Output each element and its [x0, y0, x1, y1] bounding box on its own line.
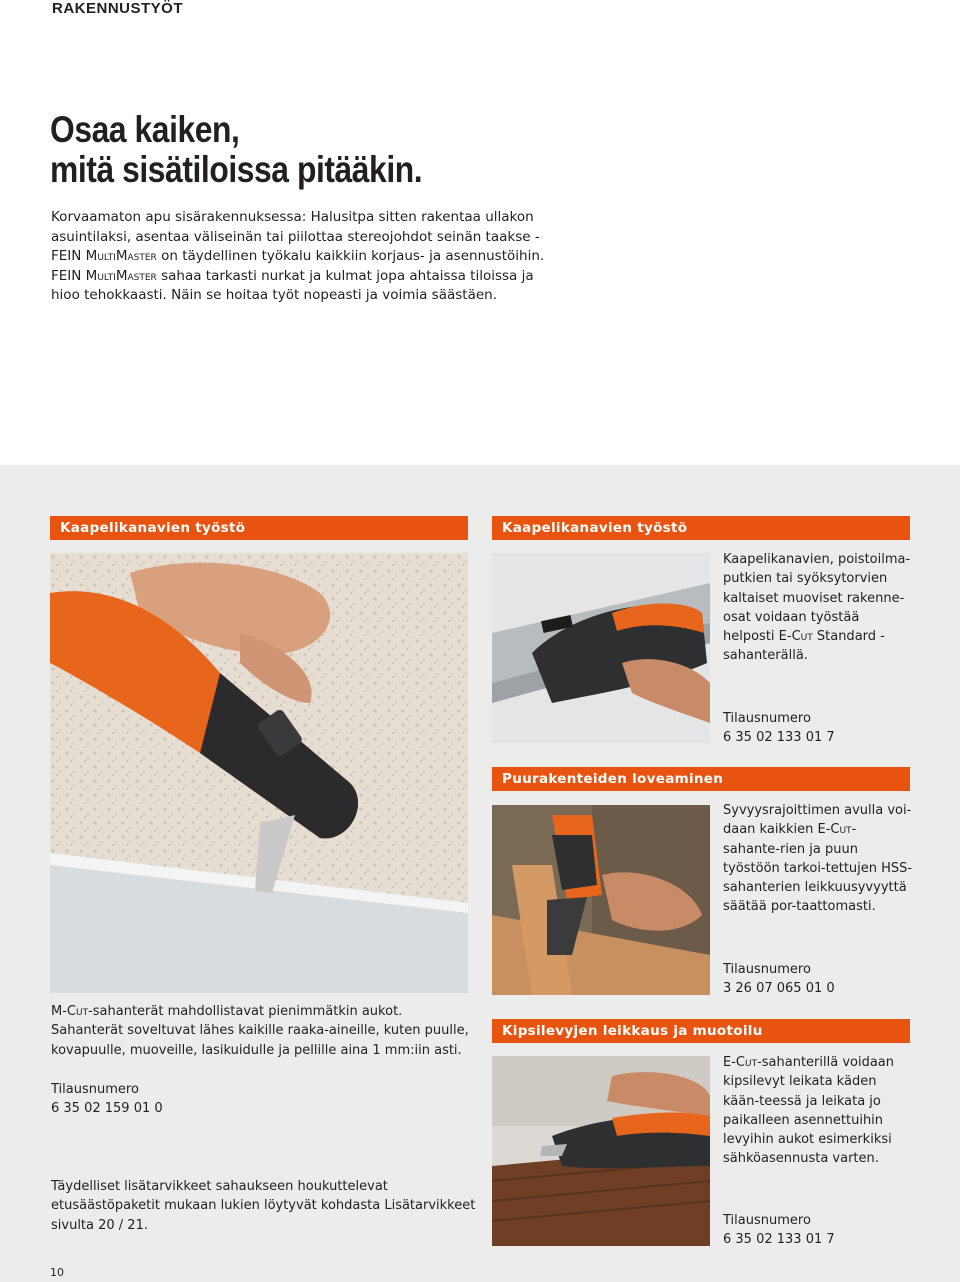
wood-notching-photo: [492, 805, 710, 995]
left-order-number: 6 35 02 159 01 0: [51, 1101, 163, 1116]
right-section-1-text: [723, 550, 913, 666]
intro-text-3: sahaa tarkasti nurkat ja kulmat jopa ahtaissa tiloissa ja hioo tehokkaasti. Näin se hoitaa työt nopeasti ja voimia säästäen.: [51, 267, 534, 303]
headline-line-1: Osaa kaiken,: [50, 109, 240, 150]
brand-name: E-Cut: [778, 629, 813, 645]
right-section-1-text-a: Kaapelikanavien, poistoilma-putkien tai syöksytorvien kaltaiset muoviset rakenne-osat voidaan työstää helposti: [723, 552, 911, 645]
intro-paragraph: [51, 208, 561, 306]
brand-name: MultiMaster: [85, 267, 157, 284]
headline-line-2: mitä sisätiloissa pitääkin.: [50, 149, 423, 190]
right-section-1-title: Kaapelikanavien työstö: [492, 516, 910, 540]
plastic-duct-photo: [492, 553, 710, 743]
brand-name: MultiMaster: [85, 248, 157, 264]
page-number: 10: [50, 1266, 64, 1279]
right-section-3-title: Kipsilevyjen leikkaus ja muotoilu: [492, 1019, 910, 1043]
intro-text-2: on täydellinen työkalu kaikkiin korjaus- ja asennustöihin. FEIN: [51, 248, 545, 284]
drywall-cutting-photo: [492, 1056, 710, 1246]
right-section-1-order-label: Tilausnumero: [723, 711, 811, 726]
intro-text-1: Korvaamaton apu sisärakennuksessa: Halusitpa sitten rakentaa ullakon asuintilaksi, asentaa väliseinän tai piilottaa stereojohdot seinän taakse - FEIN: [51, 209, 540, 264]
right-section-3-order-number: 6 35 02 133 01 7: [723, 1232, 835, 1247]
brand-name: E-Cut: [817, 822, 852, 838]
section-label: RAKENNUSTYÖT: [52, 0, 184, 17]
cable-duct-cutting-photo: [50, 553, 468, 993]
right-section-2-text: [723, 801, 913, 917]
right-section-2-order-label: Tilausnumero: [723, 962, 811, 977]
left-caption: [51, 1002, 471, 1060]
brand-name: M-Cut: [51, 1004, 89, 1019]
brand-name: E-Cut: [723, 1055, 758, 1070]
right-section-2-title: Puurakenteiden loveaminen: [492, 767, 910, 791]
left-caption-text: -sahanterät mahdollistavat pienimmätkin aukot. Sahanterät soveltuvat lähes kaikille raaka-aineille, kuten puulle, kovapuulle, muoveille, lasikuidulle ja pellille aina 1 mm:iin asti.: [51, 1004, 469, 1058]
accessories-note: Täydelliset lisätarvikkeet sahaukseen houkuttelevat etusäästöpaketit mukaan lukien löytyvät kohdasta Lisätarvikkeet sivulta 20 / 21.: [51, 1179, 476, 1233]
right-section-2-text-a: Syvyysrajoittimen avulla voi-daan kaikkien: [723, 803, 912, 838]
page-headline: [50, 110, 566, 190]
right-section-1-order-number: 6 35 02 133 01 7: [723, 730, 835, 745]
left-section-title: Kaapelikanavien työstö: [50, 516, 468, 540]
right-section-3-order-label: Tilausnumero: [723, 1213, 811, 1228]
right-section-2-text-b: -sahante-rien ja puun työstöön tarkoi-tettujen HSS-sahanterien leikkuusyvyyttä säätää por-taattomasti.: [723, 822, 913, 915]
left-order-label: Tilausnumero: [51, 1082, 139, 1097]
right-section-2-order-number: 3 26 07 065 01 0: [723, 981, 835, 996]
right-section-3-text: [723, 1053, 913, 1169]
right-section-1-text-b: Standard -sahanterällä.: [723, 629, 885, 664]
right-section-3-text-b: -sahanterillä voidaan kipsilevyt leikata käden kään-teessä ja leikata jo paikalleen asennettuihin levyihin aukot esimerkiksi sähköasennusta varten.: [723, 1055, 895, 1167]
